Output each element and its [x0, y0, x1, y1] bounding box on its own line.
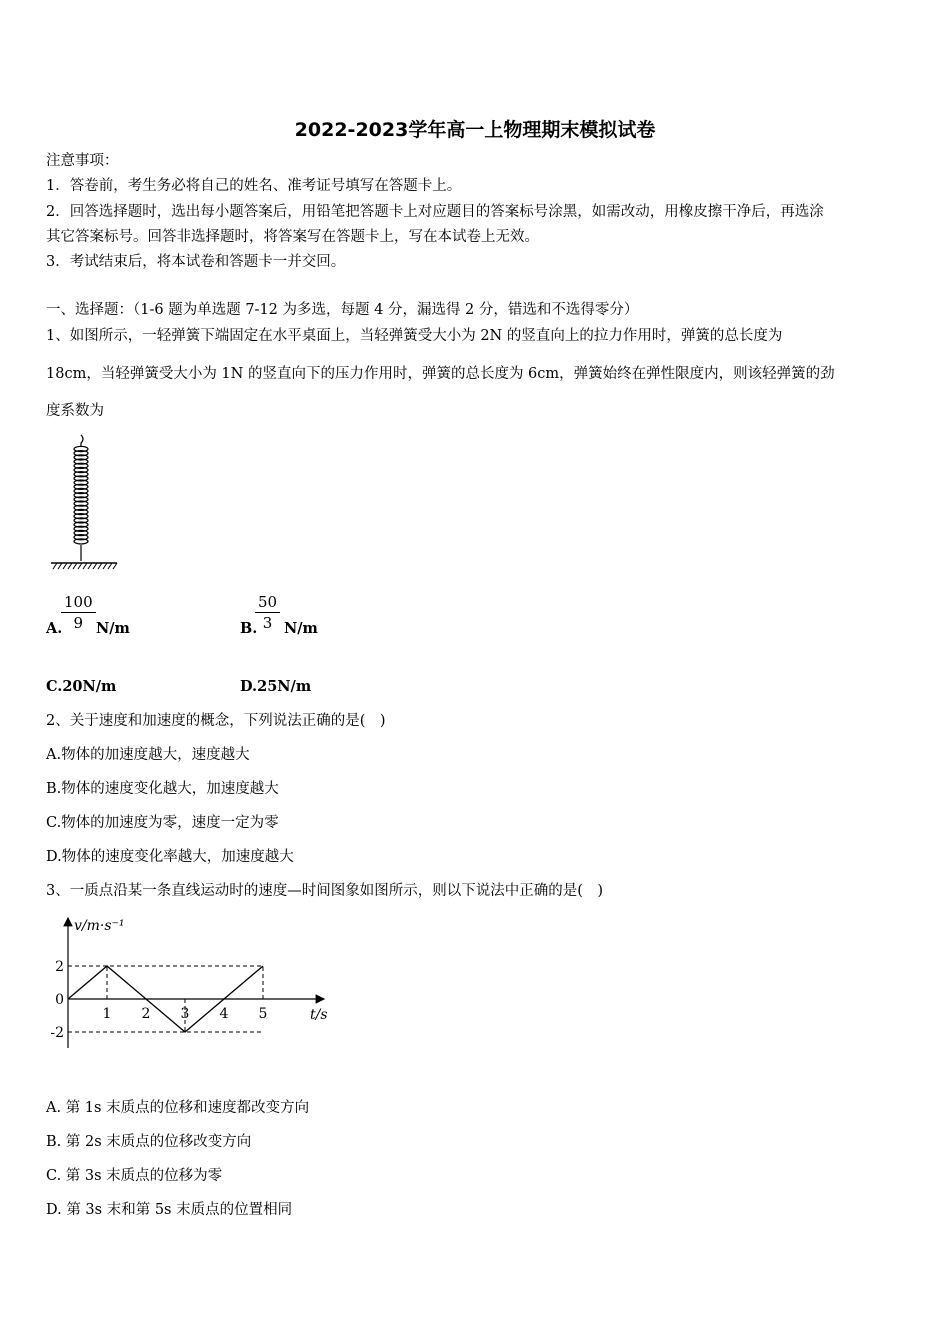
q2-option-b: B.物体的速度变化越大，加速度越大 [46, 781, 279, 797]
q1-stem-line-1: 1、如图所示，一轻弹簧下端固定在水平桌面上，当轻弹簧受大小为 2N 的竖直向上的拉力作用时，弹簧的总长度为 [46, 328, 783, 344]
table-hatch-line [88, 563, 92, 569]
section-heading: 一、选择题：（1-6 题为单选题 7-12 为多选，每题 4 分，漏选得 2 分，错选和不选得零分） [46, 302, 639, 318]
table-hatch-line [78, 563, 82, 569]
note-2: 2．回答选择题时，选出每小题答案后，用铅笔把答题卡上对应题目的答案标号涂黑，如需改动，用橡皮擦干净后，再选涂 [46, 204, 824, 220]
q1-option-a-denominator: 9 [73, 614, 84, 632]
chart-y-tick-label: 0 [55, 992, 64, 1008]
table-hatch-line [83, 563, 87, 569]
q1-option-b-denominator: 3 [262, 614, 273, 632]
chart-x-tick-label: 3 [180, 1006, 190, 1022]
velocity-time-chart [40, 908, 340, 1058]
chart-x-tick-label: 1 [102, 1006, 112, 1022]
table-hatch-line [63, 563, 67, 569]
chart-x-axis-label: t/s [310, 1007, 328, 1023]
page-title: 2022-2023学年高一上物理期末模拟试卷 [294, 119, 656, 141]
table-hatch-line [93, 563, 97, 569]
q1-option-d: D.25N/m [240, 678, 312, 695]
q3-option-b: B. 第 2s 末质点的位移改变方向 [46, 1134, 252, 1150]
chart-y-tick-label: -2 [50, 1025, 64, 1041]
q1-option-b-fraction [255, 593, 280, 632]
note-1: 1．答卷前，考生务必将自己的姓名、准考证号填写在答题卡上。 [46, 178, 462, 194]
chart-x-tick-label: 5 [258, 1006, 268, 1022]
table-hatch-line [103, 563, 107, 569]
q1-option-b-label: B. [240, 620, 258, 637]
q1-option-a-unit: N/m [96, 620, 130, 637]
q3-stem: 3、一质点沿某一条直线运动时的速度—时间图象如图所示，则以下说法中正确的是( ) [46, 883, 604, 899]
table-hatch-line [58, 563, 62, 569]
q2-option-c: C.物体的加速度为零，速度一定为零 [46, 815, 279, 831]
spring-coils [74, 446, 88, 544]
chart-x-tick-label: 4 [219, 1006, 229, 1022]
spring-figure [45, 433, 125, 573]
q2-stem: 2、关于速度和加速度的概念，下列说法正确的是( ) [46, 713, 386, 729]
q1-stem-line-3: 度系数为 [46, 403, 104, 419]
table-hatch-line [98, 563, 102, 569]
table-hatch-line [53, 563, 57, 569]
q1-option-c: C.20N/m [46, 678, 117, 695]
table-hatch-line [108, 563, 112, 569]
q3-option-c: C. 第 3s 末质点的位移为零 [46, 1168, 223, 1184]
chart-tick-labels [50, 959, 267, 1041]
q1-option-b-numerator: 50 [255, 593, 280, 613]
table-hatch [53, 563, 117, 569]
table-hatch-line [68, 563, 72, 569]
note-3: 3．考试结束后，将本试卷和答题卡一并交回。 [46, 254, 346, 270]
q1-option-a-numerator: 100 [61, 593, 96, 613]
note-2-cont: 其它答案标号。回答非选择题时，将答案写在答题卡上，写在本试卷上无效。 [46, 229, 539, 245]
q1-option-b-unit: N/m [284, 620, 318, 637]
q1-option-a-fraction [61, 593, 96, 632]
table-hatch-line [113, 563, 117, 569]
q1-stem-line-2: 18cm，当轻弹簧受大小为 1N 的竖直向下的压力作用时，弹簧的总长度为 6cm，弹簧始终在弹性限度内，则该轻弹簧的劲 [46, 366, 835, 382]
spring-top-hook [81, 435, 83, 447]
q2-option-d: D.物体的速度变化率越大，加速度越大 [46, 849, 294, 865]
q1-option-a-label: A. [46, 620, 63, 637]
q3-option-a: A. 第 1s 末质点的位移和速度都改变方向 [46, 1100, 310, 1116]
chart-y-tick-label: 2 [55, 959, 64, 975]
q2-option-a: A.物体的加速度越大，速度越大 [46, 747, 250, 763]
table-hatch-line [73, 563, 77, 569]
chart-y-axis-label: v/m·s⁻¹ [74, 918, 125, 934]
chart-x-tick-label: 2 [141, 1006, 151, 1022]
notes-heading: 注意事项： [46, 153, 119, 169]
q3-option-d: D. 第 3s 末和第 5s 末质点的位置相同 [46, 1202, 293, 1218]
